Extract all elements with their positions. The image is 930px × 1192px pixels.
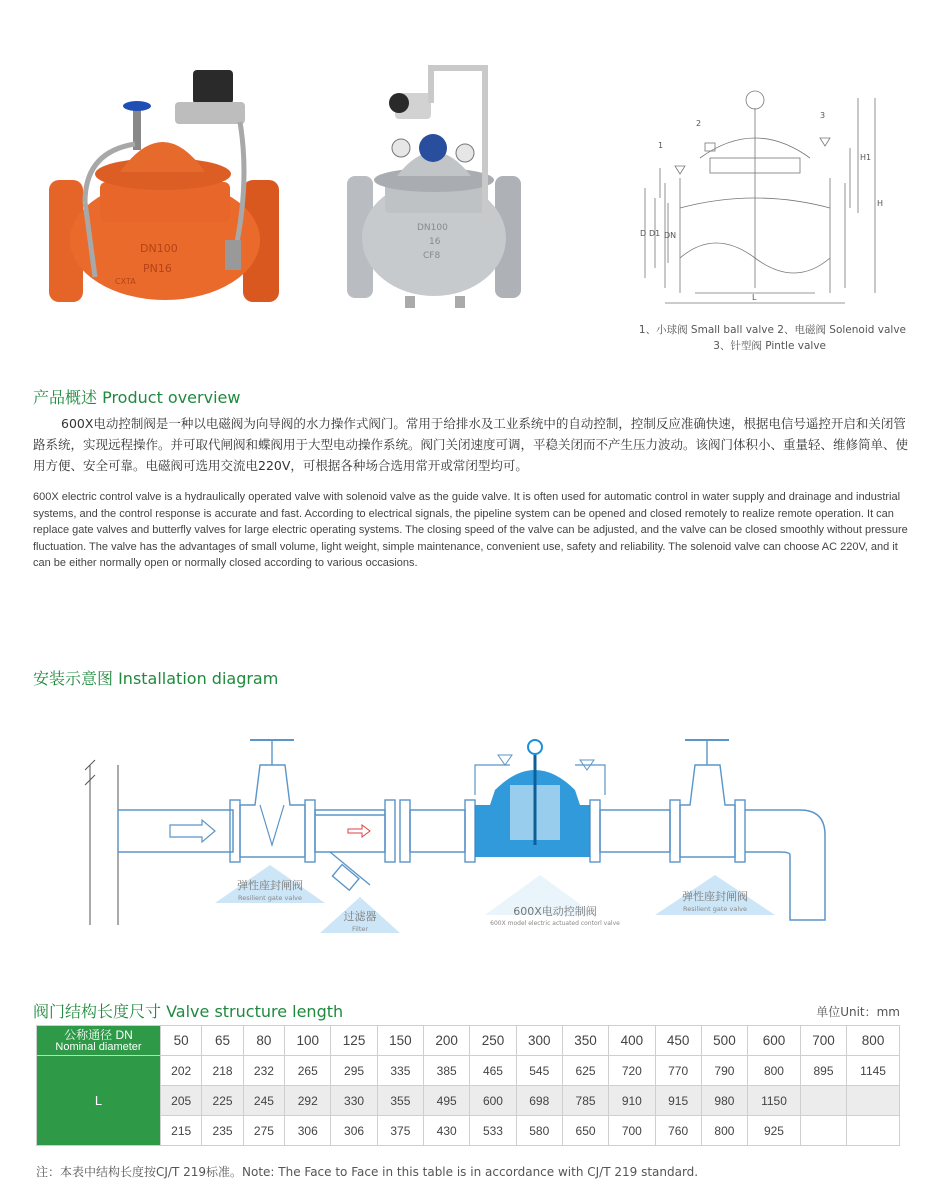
table-cell: 306 (331, 1116, 377, 1146)
table-cell (847, 1086, 900, 1116)
table-cell: 625 (562, 1056, 608, 1086)
installation-diagram (80, 725, 850, 940)
installation-title: 安装示意图 Installation diagram (33, 669, 279, 688)
dn-cell: 125 (331, 1026, 377, 1056)
table-cell: 355 (377, 1086, 423, 1116)
table-cell: 790 (701, 1056, 747, 1086)
table-cell: 700 (609, 1116, 655, 1146)
label-left-gate-cn: 弹性座封闸阀 (237, 879, 303, 892)
drawing-label-d: D (640, 229, 647, 238)
label-right-gate-cn: 弹性座封闸阀 (682, 890, 748, 903)
table-cell: 925 (748, 1116, 801, 1146)
drawing-label-d1: D1 (649, 229, 661, 238)
label-main-valve-en: 600X model electric actuated contorl valve (490, 920, 620, 927)
steel-valve-material-text: CF8 (423, 251, 441, 261)
dn-cell: 200 (424, 1026, 470, 1056)
table-cell: 205 (161, 1086, 202, 1116)
table-cell: 235 (202, 1116, 243, 1146)
table-row (37, 1116, 900, 1146)
dn-cell: 800 (847, 1026, 900, 1056)
table-cell: 335 (377, 1056, 423, 1086)
dn-cell: 65 (202, 1026, 243, 1056)
table-cell: 330 (331, 1086, 377, 1116)
dn-cell: 350 (562, 1026, 608, 1056)
table-cell: 720 (609, 1056, 655, 1086)
table-cell: 245 (243, 1086, 284, 1116)
drawing-label-l: L (752, 293, 757, 302)
label-right-gate-en: Resilient gate valve (683, 905, 747, 913)
table-cell: 915 (655, 1086, 701, 1116)
orange-valve-pn-text: PN16 (143, 262, 172, 275)
table-cell: 698 (516, 1086, 562, 1116)
overview-english-text: 600X electric control valve is a hydraulically operated valve with solenoid valve as the guide valve. It is often used for automatic control in water supply and drainage and industrial systems, and the control response is accurate and fast. According to electrical signals, the pipeline system can be opened and closed remotely to realize remote operation. It can replace gate valves and butterfly valves for large electric operating systems. The closing speed of the valve can be adjusted, and the valve can be closed smoothly without pressure fluctuation. The valve has the advantages of small volume, light weight, simple maintenance, convenient use, safety and reliability. The solenoid valve can choose AC 220V, and it can be either normally open or normally closed according to various occasions. (33, 491, 908, 569)
table-cell: 980 (701, 1086, 747, 1116)
table-cell: 580 (516, 1116, 562, 1146)
table-cell: 895 (800, 1056, 846, 1086)
dn-cell: 300 (516, 1026, 562, 1056)
table-cell: 306 (285, 1116, 331, 1146)
table-cell: 465 (470, 1056, 516, 1086)
label-left-gate-en: Resilient gate valve (238, 894, 302, 902)
table-cell: 275 (243, 1116, 284, 1146)
table-cell: 292 (285, 1086, 331, 1116)
table-title: 阀门结构长度尺寸 Valve structure length (33, 1002, 344, 1021)
table-cell: 785 (562, 1086, 608, 1116)
table-cell: 430 (424, 1116, 470, 1146)
table-header-row (37, 1026, 900, 1056)
dn-cell: 500 (701, 1026, 747, 1056)
table-cell: 770 (655, 1056, 701, 1086)
table-cell (800, 1086, 846, 1116)
table-cell: 295 (331, 1056, 377, 1086)
valve-technical-drawing (640, 88, 890, 313)
drawing-label-h: H (877, 199, 884, 208)
label-main-valve-cn: 600X电动控制阀 (513, 905, 597, 918)
table-cell: 910 (609, 1086, 655, 1116)
table-cell: 650 (562, 1116, 608, 1146)
dn-cell: 400 (609, 1026, 655, 1056)
table-row (37, 1056, 900, 1086)
dn-header-en: Nominal diameter (55, 1040, 142, 1053)
table-cell: 232 (243, 1056, 284, 1086)
overview-chinese-text: 600X电动控制阀是一种以电磁阀为向导阀的水力操作式阀门。常用于给排水及工业系统中的自动控制，控制反应准确快速，根据电信号遥控开启和关闭管路系统，实现远程操作。并可取代闸阀和蝶阀用于大型电动操作系统。阀门关闭速度可调，平稳关闭而不产生压力波动。该阀门体积小、重量轻、维修简单、使用方便、安全可靠。电磁阀可选用交流电220V，可根据各种场合选用常开或常闭型均可。 (33, 416, 909, 473)
dn-cell: 250 (470, 1026, 516, 1056)
table-cell: 760 (655, 1116, 701, 1146)
table-cell: 600 (470, 1086, 516, 1116)
dn-cell: 600 (748, 1026, 801, 1056)
drawing-label-1: 1 (658, 141, 664, 150)
orange-valve-side-text: CXTA (115, 277, 136, 286)
dn-cell: 700 (800, 1026, 846, 1056)
valve-length-table (36, 1025, 900, 1146)
drawing-label-2: 2 (696, 119, 702, 128)
dn-header-cn: 公称通径 DN (64, 1027, 133, 1042)
steel-valve-photo (345, 58, 523, 308)
table-cell: 1150 (748, 1086, 801, 1116)
drawing-caption-line1: 1、小球阀 Small ball valve 2、电磁阀 Solenoid valve (638, 324, 906, 336)
table-cell: 385 (424, 1056, 470, 1086)
dn-cell: 100 (285, 1026, 331, 1056)
table-cell (800, 1116, 846, 1146)
table-cell: 225 (202, 1086, 243, 1116)
overview-title: 产品概述 Product overview (33, 388, 241, 407)
table-cell: 495 (424, 1086, 470, 1116)
dn-cell: 50 (161, 1026, 202, 1056)
table-cell: 375 (377, 1116, 423, 1146)
label-filter-en: Filter (351, 925, 369, 933)
steel-valve-dn-text: DN100 (417, 223, 448, 233)
dn-header-cell (37, 1026, 161, 1056)
unit-label: 单位Unit：mm (816, 1005, 900, 1019)
table-cell: 218 (202, 1056, 243, 1086)
standard-note: 注：本表中结构长度按CJ/T 219标准。Note: The Face to Face in this table is in accordance with CJ/T 219 standard. (36, 1165, 699, 1179)
table-cell: 533 (470, 1116, 516, 1146)
table-cell: 265 (285, 1056, 331, 1086)
table-cell: 215 (161, 1116, 202, 1146)
dn-cell: 450 (655, 1026, 701, 1056)
dn-cell: 80 (243, 1026, 284, 1056)
table-cell: 545 (516, 1056, 562, 1086)
drawing-label-dn: DN (664, 231, 677, 240)
table-cell: 202 (161, 1056, 202, 1086)
dn-cell: 150 (377, 1026, 423, 1056)
table-cell: 1145 (847, 1056, 900, 1086)
orange-valve-dn-text: DN100 (140, 242, 178, 255)
label-filter-cn: 过滤器 (343, 910, 377, 923)
drawing-label-h1: H1 (860, 153, 872, 162)
table-cell: 800 (701, 1116, 747, 1146)
table-cell: 800 (748, 1056, 801, 1086)
drawing-caption-line2: 3、针型阀 Pintle valve (713, 340, 826, 352)
orange-valve-photo (45, 62, 285, 314)
table-row (37, 1086, 900, 1116)
l-label-cell: L (37, 1056, 161, 1146)
table-cell (847, 1116, 900, 1146)
drawing-label-3: 3 (820, 111, 826, 120)
steel-valve-pn-text: 16 (429, 237, 441, 247)
